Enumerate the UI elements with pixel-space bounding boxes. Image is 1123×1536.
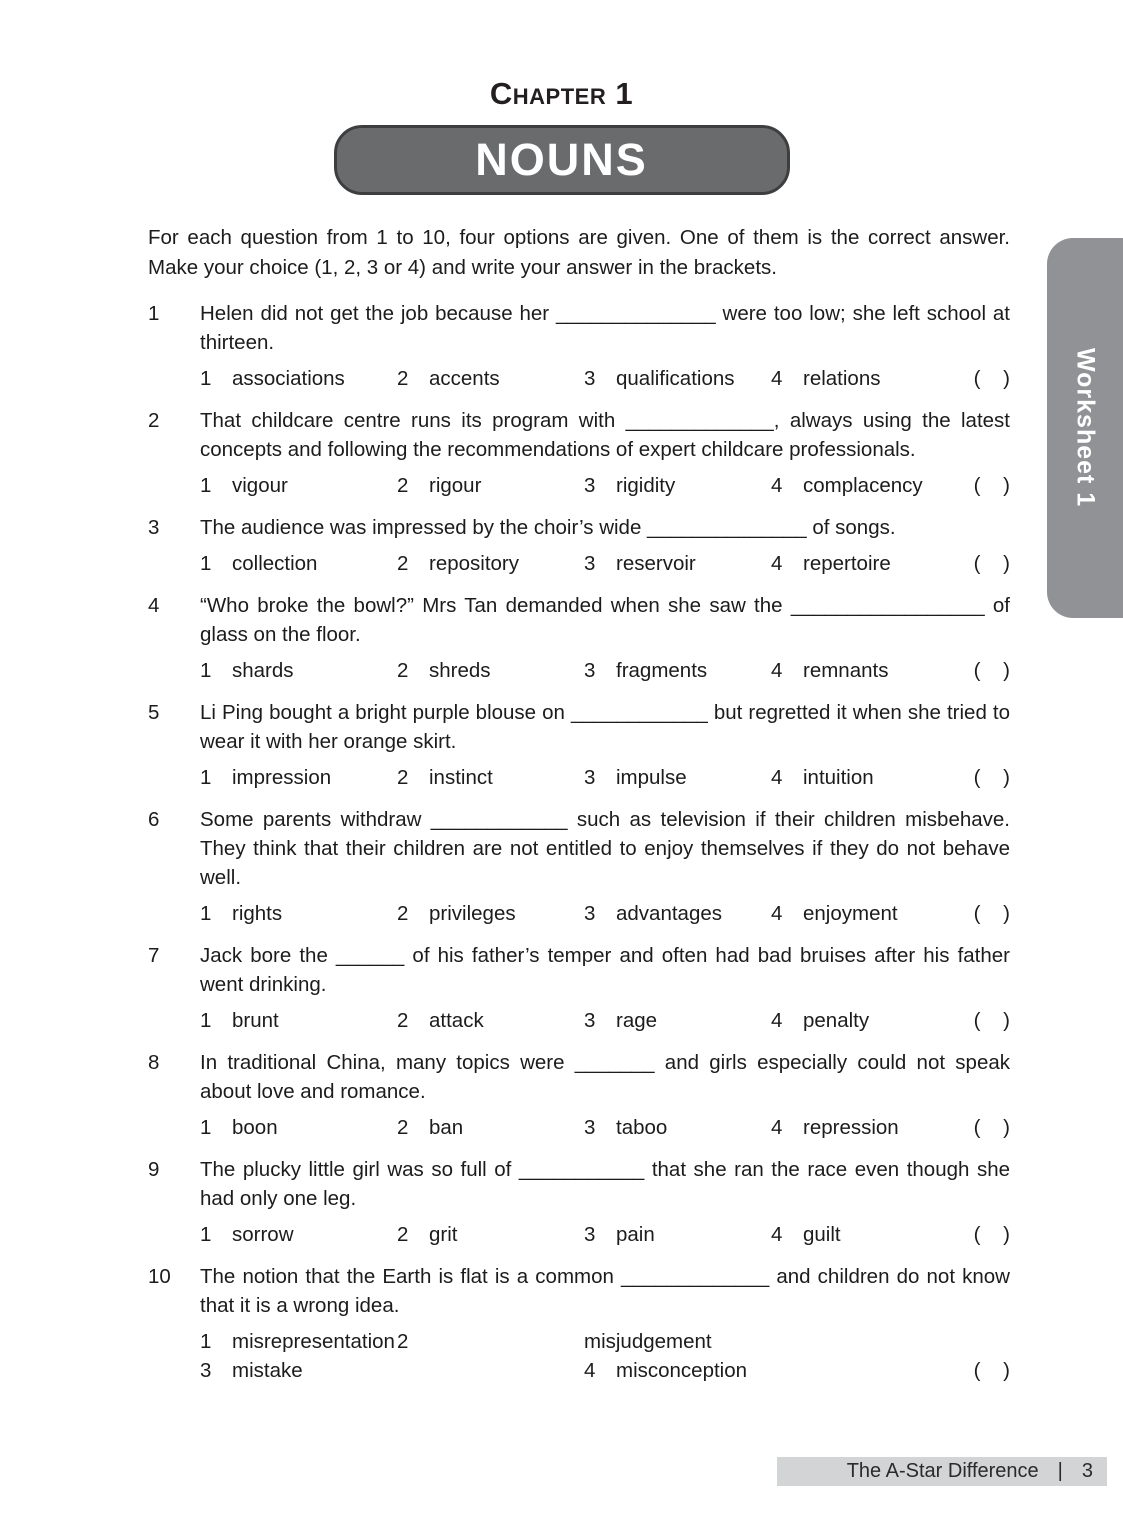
option-item bbox=[771, 549, 948, 578]
option-number: 4 bbox=[771, 766, 783, 789]
option-number: 1 bbox=[200, 1223, 212, 1246]
option-label: shards bbox=[232, 659, 294, 682]
question-number: 9 bbox=[148, 1158, 160, 1181]
answer-brackets: ( ) bbox=[973, 1223, 1010, 1246]
worksheet-content bbox=[148, 223, 1010, 1385]
option-item bbox=[584, 1327, 771, 1356]
option-item bbox=[397, 1006, 584, 1035]
question-body bbox=[200, 513, 1010, 578]
footer-bar bbox=[777, 1457, 1107, 1486]
footer-page-number: 3 bbox=[1081, 1460, 1093, 1482]
option-label: impulse bbox=[616, 766, 687, 789]
option-item bbox=[771, 364, 948, 393]
option-label: rights bbox=[232, 902, 283, 925]
question-item bbox=[148, 1262, 1010, 1385]
question-number: 10 bbox=[148, 1265, 171, 1288]
option-number: 4 bbox=[771, 659, 783, 682]
option-number: 2 bbox=[397, 367, 409, 390]
question-item bbox=[148, 1048, 1010, 1142]
option-item bbox=[584, 763, 771, 792]
option-label: enjoyment bbox=[803, 902, 898, 925]
question-text: Jack bore the ______ of his father’s temper and often had bad bruises after his father went drinking. bbox=[200, 944, 1010, 996]
question-number: 1 bbox=[148, 302, 160, 325]
option-number: 3 bbox=[584, 659, 596, 682]
question-item bbox=[148, 1155, 1010, 1249]
options-row bbox=[200, 364, 1010, 393]
option-number: 2 bbox=[397, 1223, 409, 1246]
option-number: 2 bbox=[397, 552, 409, 575]
question-number: 6 bbox=[148, 808, 160, 831]
option-item bbox=[584, 1006, 771, 1035]
option-label: penalty bbox=[803, 1009, 870, 1032]
option-label: guilt bbox=[803, 1223, 841, 1246]
question-item bbox=[148, 591, 1010, 685]
answer-brackets: ( ) bbox=[973, 659, 1010, 682]
option-item bbox=[584, 1220, 771, 1249]
options-row bbox=[200, 1006, 1010, 1035]
option-label: rigour bbox=[429, 474, 482, 497]
option-item bbox=[584, 549, 771, 578]
option-label: complacency bbox=[803, 474, 923, 497]
question-body bbox=[200, 1048, 1010, 1142]
options-row bbox=[200, 1220, 1010, 1249]
option-label: pain bbox=[616, 1223, 655, 1246]
option-item bbox=[200, 471, 397, 500]
option-item bbox=[397, 656, 584, 685]
answer-brackets: ( ) bbox=[973, 367, 1010, 390]
option-item bbox=[771, 1113, 948, 1142]
instructions-text: For each question from 1 to 10, four options are given. One of them is the correct answer. Make your choice (1, 2, 3 or 4) and write your answer in the brackets. bbox=[148, 226, 1010, 279]
chapter-title-box bbox=[334, 125, 790, 195]
option-number: 3 bbox=[584, 474, 596, 497]
option-number: 4 bbox=[771, 367, 783, 390]
option-number: 2 bbox=[397, 1330, 409, 1353]
answer-brackets: ( ) bbox=[973, 1116, 1010, 1139]
question-text: The plucky little girl was so full of ___________ that she ran the race even though she had only one leg. bbox=[200, 1158, 1010, 1210]
question-text: “Who broke the bowl?” Mrs Tan demanded when she saw the _________________ of glass on the floor. bbox=[200, 594, 1010, 646]
options-row bbox=[200, 1327, 1010, 1385]
option-item bbox=[771, 1220, 948, 1249]
option-number: 4 bbox=[771, 902, 783, 925]
option-label: rigidity bbox=[616, 474, 676, 497]
option-item bbox=[397, 1220, 584, 1249]
option-item bbox=[397, 549, 584, 578]
option-item bbox=[771, 656, 948, 685]
questions-list bbox=[148, 299, 1010, 1385]
option-number: 3 bbox=[584, 902, 596, 925]
options-row bbox=[200, 1113, 1010, 1142]
option-number: 1 bbox=[200, 902, 212, 925]
answer-brackets: ( ) bbox=[973, 1009, 1010, 1032]
option-label: attack bbox=[429, 1009, 484, 1032]
question-item bbox=[148, 698, 1010, 792]
option-label: intuition bbox=[803, 766, 874, 789]
option-item bbox=[584, 1356, 771, 1385]
option-item bbox=[397, 364, 584, 393]
option-item bbox=[200, 656, 397, 685]
option-number: 1 bbox=[200, 766, 212, 789]
option-number: 1 bbox=[200, 367, 212, 390]
option-item bbox=[584, 364, 771, 393]
option-number: 4 bbox=[771, 474, 783, 497]
option-item bbox=[200, 1356, 397, 1385]
option-label: brunt bbox=[232, 1009, 279, 1032]
option-item bbox=[200, 1006, 397, 1035]
answer-brackets: ( ) bbox=[973, 766, 1010, 789]
question-item bbox=[148, 406, 1010, 500]
option-item bbox=[200, 1113, 397, 1142]
options-row bbox=[200, 763, 1010, 792]
question-item bbox=[148, 513, 1010, 578]
answer-brackets: ( ) bbox=[973, 552, 1010, 575]
option-label: misconception bbox=[616, 1359, 748, 1382]
option-number: 4 bbox=[584, 1359, 596, 1382]
question-number: 8 bbox=[148, 1051, 160, 1074]
option-label: shreds bbox=[429, 659, 491, 682]
option-label: vigour bbox=[232, 474, 288, 497]
question-text: Helen did not get the job because her ______________ were too low; she left school at thirteen. bbox=[200, 302, 1010, 354]
option-label: misjudgement bbox=[584, 1330, 712, 1353]
option-item bbox=[200, 899, 397, 928]
question-text: In traditional China, many topics were _______ and girls especially could not speak about love and romance. bbox=[200, 1051, 1010, 1103]
option-number: 3 bbox=[584, 1223, 596, 1246]
footer-brand: The A-Star Difference bbox=[846, 1460, 1039, 1482]
option-item bbox=[397, 471, 584, 500]
answer-brackets: ( ) bbox=[973, 902, 1010, 925]
question-body bbox=[200, 299, 1010, 393]
question-number: 2 bbox=[148, 409, 160, 432]
option-number: 1 bbox=[200, 474, 212, 497]
option-label: rage bbox=[616, 1009, 658, 1032]
option-label: associations bbox=[232, 367, 345, 390]
answer-brackets: ( ) bbox=[973, 474, 1010, 497]
option-label: repository bbox=[429, 552, 520, 575]
option-number: 4 bbox=[771, 1223, 783, 1246]
option-label: repertoire bbox=[803, 552, 891, 575]
question-body bbox=[200, 406, 1010, 500]
option-item bbox=[584, 899, 771, 928]
option-label: accents bbox=[429, 367, 500, 390]
chapter-title: NOUNS bbox=[475, 134, 648, 185]
question-text: That childcare centre runs its program with _____________, always using the latest concepts and following the recommendations of expert childcare professionals. bbox=[200, 409, 1010, 461]
option-number: 2 bbox=[397, 1116, 409, 1139]
option-number: 2 bbox=[397, 659, 409, 682]
option-number: 1 bbox=[200, 1330, 212, 1353]
option-item bbox=[397, 1113, 584, 1142]
option-item bbox=[771, 763, 948, 792]
question-body bbox=[200, 1262, 1010, 1385]
option-item bbox=[397, 899, 584, 928]
option-label: advantages bbox=[616, 902, 723, 925]
option-label: taboo bbox=[616, 1116, 668, 1139]
option-label: fragments bbox=[616, 659, 708, 682]
footer-separator: | bbox=[1057, 1460, 1063, 1482]
option-item bbox=[771, 471, 948, 500]
question-body bbox=[200, 591, 1010, 685]
question-item bbox=[148, 805, 1010, 928]
option-item bbox=[200, 364, 397, 393]
option-item bbox=[397, 1327, 584, 1356]
option-number: 2 bbox=[397, 766, 409, 789]
option-number: 3 bbox=[584, 1116, 596, 1139]
question-body bbox=[200, 805, 1010, 928]
chapter-heading: Chapter 1 bbox=[489, 76, 634, 111]
option-number: 3 bbox=[584, 766, 596, 789]
option-number: 3 bbox=[584, 1009, 596, 1032]
option-item bbox=[771, 899, 948, 928]
option-number: 4 bbox=[771, 552, 783, 575]
option-number: 1 bbox=[200, 1116, 212, 1139]
question-text: Li Ping bought a bright purple blouse on ____________ but regretted it when she tried to wear it with her orange skirt. bbox=[200, 701, 1010, 753]
option-label: impression bbox=[232, 766, 332, 789]
option-item bbox=[584, 471, 771, 500]
option-label: boon bbox=[232, 1116, 278, 1139]
option-item bbox=[397, 763, 584, 792]
options-row bbox=[200, 656, 1010, 685]
question-item bbox=[148, 941, 1010, 1035]
option-number: 2 bbox=[397, 902, 409, 925]
option-number: 3 bbox=[584, 552, 596, 575]
options-row bbox=[200, 471, 1010, 500]
option-number: 4 bbox=[771, 1009, 783, 1032]
option-label: remnants bbox=[803, 659, 889, 682]
options-row bbox=[200, 899, 1010, 928]
option-label: grit bbox=[429, 1223, 458, 1246]
option-item bbox=[200, 549, 397, 578]
option-number: 1 bbox=[200, 552, 212, 575]
option-label: relations bbox=[803, 367, 881, 390]
option-label: instinct bbox=[429, 766, 493, 789]
question-body bbox=[200, 941, 1010, 1035]
question-body bbox=[200, 1155, 1010, 1249]
option-label: ban bbox=[429, 1116, 464, 1139]
option-number: 3 bbox=[584, 367, 596, 390]
option-item bbox=[200, 1327, 397, 1356]
question-body bbox=[200, 698, 1010, 792]
option-number: 4 bbox=[771, 1116, 783, 1139]
worksheet-tab-label: Worksheet 1 bbox=[1071, 348, 1100, 508]
option-label: mistake bbox=[232, 1359, 303, 1382]
option-number: 2 bbox=[397, 474, 409, 497]
option-item bbox=[200, 763, 397, 792]
option-item bbox=[584, 1113, 771, 1142]
option-label: qualifications bbox=[616, 367, 735, 390]
question-text: Some parents withdraw ____________ such as television if their children misbehave. They think that their children are not entitled to enjoy themselves if they do not behave well. bbox=[200, 808, 1010, 889]
option-number: 3 bbox=[200, 1359, 212, 1382]
question-item bbox=[148, 299, 1010, 393]
question-number: 5 bbox=[148, 701, 160, 724]
option-label: sorrow bbox=[232, 1223, 294, 1246]
option-number: 1 bbox=[200, 659, 212, 682]
option-number: 1 bbox=[200, 1009, 212, 1032]
option-item bbox=[584, 656, 771, 685]
option-label: privileges bbox=[429, 902, 516, 925]
options-row bbox=[200, 549, 1010, 578]
option-label: reservoir bbox=[616, 552, 696, 575]
answer-brackets: ( ) bbox=[973, 1359, 1010, 1382]
question-number: 4 bbox=[148, 594, 160, 617]
option-item bbox=[771, 1006, 948, 1035]
question-text: The notion that the Earth is flat is a common _____________ and children do not know that it is a wrong idea. bbox=[200, 1265, 1010, 1317]
question-text: The audience was impressed by the choir’s wide ______________ of songs. bbox=[200, 516, 896, 539]
option-label: misrepresentation bbox=[232, 1330, 395, 1353]
option-label: collection bbox=[232, 552, 318, 575]
option-label: repression bbox=[803, 1116, 899, 1139]
question-number: 3 bbox=[148, 516, 160, 539]
option-item bbox=[200, 1220, 397, 1249]
option-number: 2 bbox=[397, 1009, 409, 1032]
question-number: 7 bbox=[148, 944, 160, 967]
worksheet-side-tab bbox=[1047, 238, 1123, 618]
